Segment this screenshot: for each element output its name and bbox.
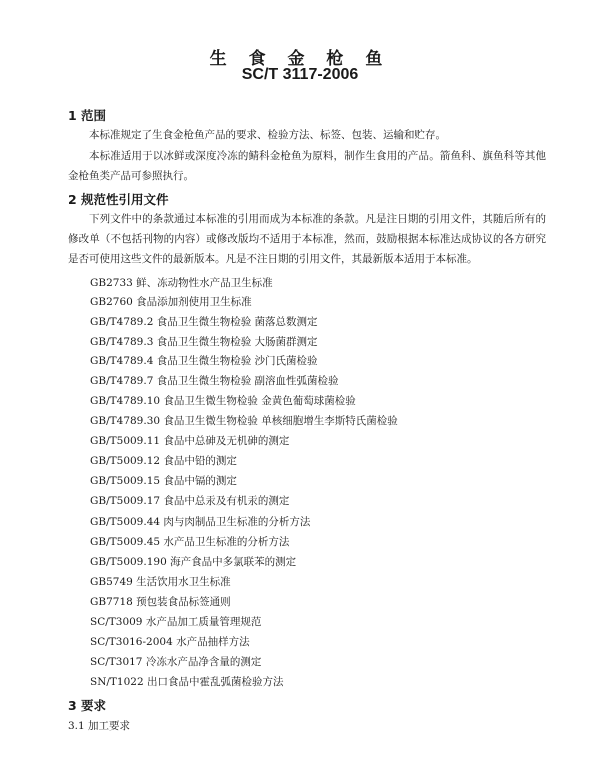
reference-item: GB/T4789.10 食品卫生微生物检验 金黄色葡萄球菌检验	[90, 395, 356, 407]
reference-item: GB/T4789.4 食品卫生微生物检验 沙门氏菌检验	[90, 355, 318, 367]
reference-item: SN/T1022 出口食品中霍乱弧菌检验方法	[90, 676, 284, 688]
reference-item: GB/T5009.11 食品中总砷及无机砷的测定	[90, 435, 290, 447]
reference-item: GB/T4789.7 食品卫生微生物检验 副溶血性弧菌检验	[90, 375, 339, 387]
reference-item: GB2760 食品添加剂使用卫生标准	[90, 296, 252, 308]
reference-item: SC/T3017 冷冻水产品净含量的测定	[90, 656, 262, 668]
subsection-heading: 3.1 加工要求	[68, 720, 131, 732]
standard-code: SC/T 3117-2006	[241, 66, 359, 83]
reference-item: GB2733 鲜、冻动物性水产品卫生标准	[90, 277, 273, 289]
reference-item: GB7718 预包装食品标签通则	[90, 596, 231, 608]
document-title: 生 食 金 枪 鱼	[209, 49, 391, 69]
section-heading-scope: 1 范围	[68, 108, 107, 123]
reference-item: GB/T4789.2 食品卫生微生物检验 菌落总数测定	[90, 316, 318, 328]
reference-item: GB/T5009.45 水产品卫生标准的分析方法	[90, 536, 290, 548]
reference-item: GB/T5009.15 食品中镉的测定	[90, 475, 237, 487]
reference-item: GB/T5009.17 食品中总汞及有机汞的测定	[90, 495, 290, 507]
reference-item: GB/T5009.44 肉与肉制品卫生标准的分析方法	[90, 516, 311, 528]
reference-item: SC/T3016-2004 水产品抽样方法	[90, 636, 250, 648]
reference-item: GB/T4789.3 食品卫生微生物检验 大肠菌群测定	[90, 336, 318, 348]
reference-item: GB/T5009.12 食品中铅的测定	[90, 455, 237, 467]
section-heading-normative: 2 规范性引用文件	[68, 192, 169, 207]
reference-item: GB/T4789.30 食品卫生微生物检验 单核细胞增生李斯特氏菌检验	[90, 415, 398, 427]
reference-item: SC/T3009 水产品加工质量管理规范	[90, 616, 262, 628]
scope-paragraph-2: 本标准适用于以冰鲜或深度冷冻的鲭科金枪鱼为原料，制作生食用的产品。箭鱼科、旗鱼科等其他金枪鱼类产品可参照执行。	[68, 150, 546, 182]
normative-paragraph: 下列文件中的条款通过本标准的引用而成为本标准的条款。凡是注日期的引用文件，其随后所有的修改单（不包括刊物的内容）或修改版均不适用于本标准，然而，鼓励根据本标准达成协议的各方研究是否可使用这些文件的最新版本。凡是不注日期的引用文件，其最新版本适用于本标准。	[68, 213, 546, 265]
scope-paragraph-1: 本标准规定了生食金枪鱼产品的要求、检验方法、标签、包装、运输和贮存。	[89, 129, 446, 141]
reference-item: GB5749 生活饮用水卫生标准	[90, 576, 231, 588]
reference-item: GB/T5009.190 海产食品中多氯联苯的测定	[90, 556, 297, 568]
section-heading-requirements: 3 要求	[68, 698, 107, 713]
